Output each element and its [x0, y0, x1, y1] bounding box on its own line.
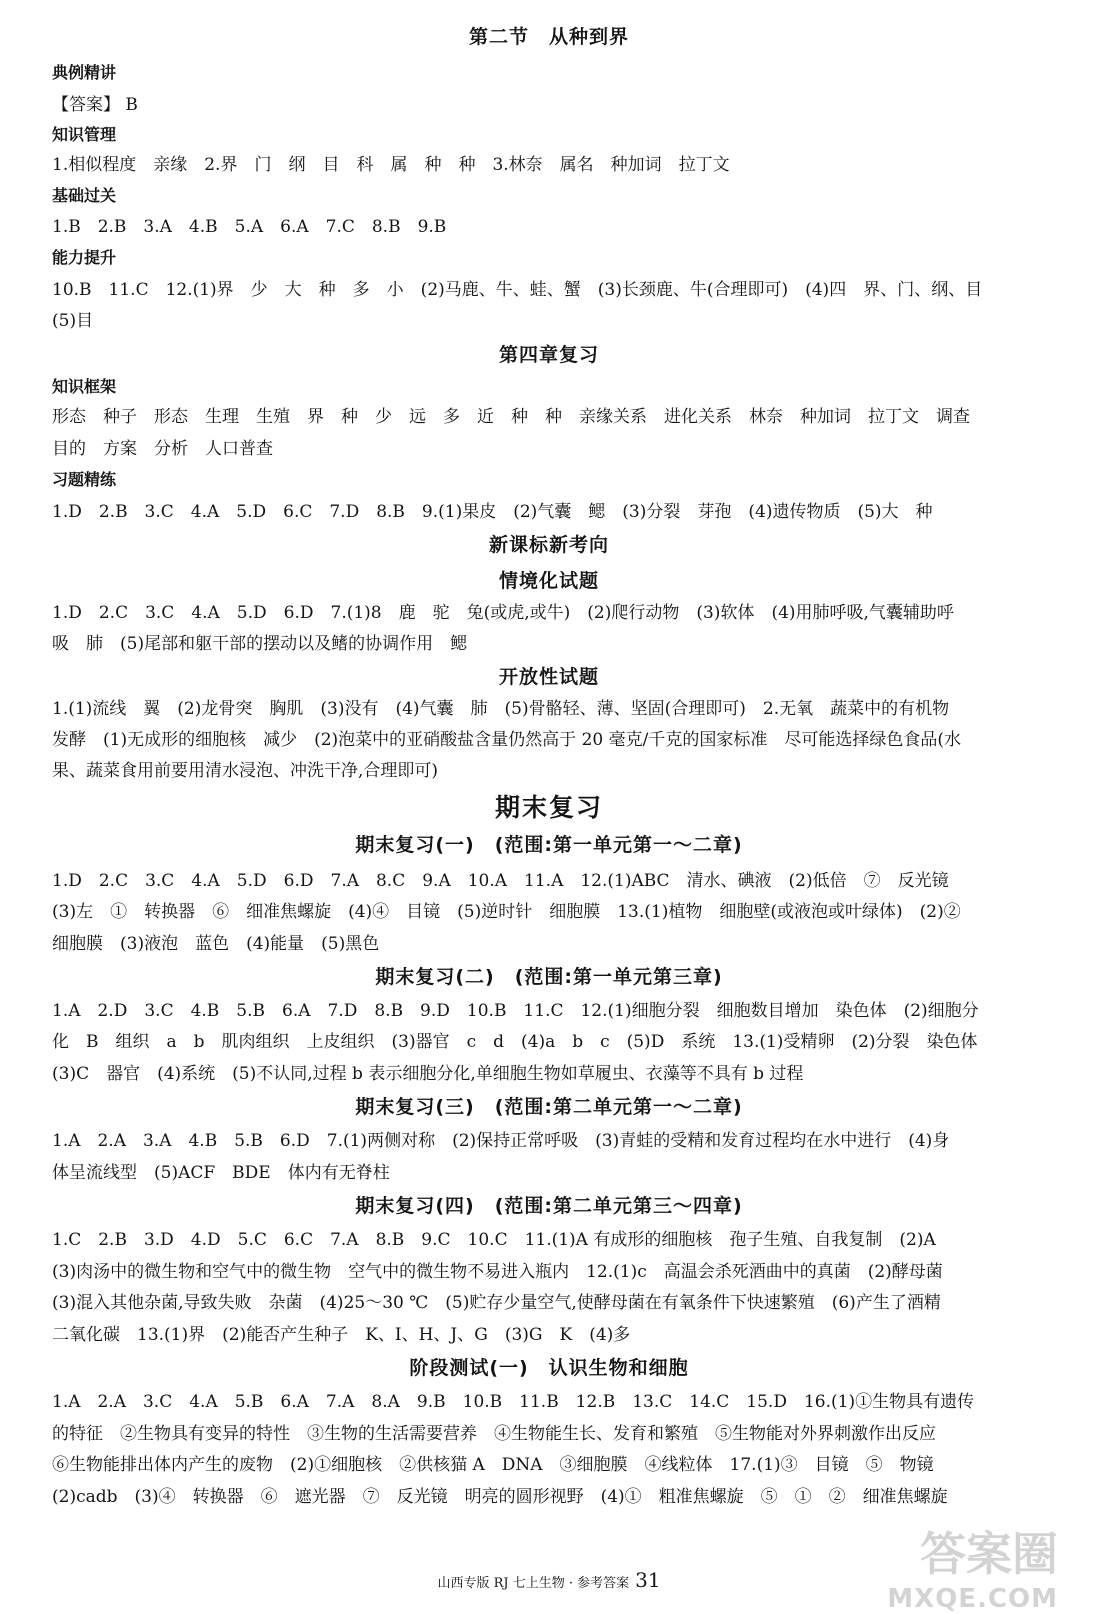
answer-line: 10.B 11.C 12.(1)界 少 大 种 多 小 (2)马鹿、牛、蛙、蟹 (3)长颈鹿、牛(合理即可) (4)四 界、门、纲、目: [52, 280, 983, 300]
answer-line: 发酵 (1)无成形的细胞核 减少 (2)泡菜中的亚硝酸盐含量仍然高于 20 毫克/千克的国家标准 尽可能选择绿色食品(水: [52, 730, 961, 750]
subhead: 典例精讲: [52, 63, 117, 82]
answer-line: 细胞膜 (3)液泡 蓝色 (4)能量 (5)黑色: [52, 934, 380, 954]
answer-line: 1.D 2.B 3.C 4.A 5.D 6.C 7.D 8.B 9.(1)果皮 (2)气囊 鳃 (3)分裂 芽孢 (4)遗传物质 (5)大 种: [52, 502, 933, 522]
subhead: 知识管理: [52, 125, 117, 144]
answer-line: 1.A 2.A 3.C 4.A 5.B 6.A 7.A 8.A 9.B 10.B 11.B 12.B 13.C 14.C 15.D 16.(1)①生物具有遗传: [52, 1392, 975, 1412]
section-title: 第四章复习: [498, 344, 599, 366]
answer-line: (3)混入其他杂菌,导致失败 杂菌 (4)25～30 ℃ (5)贮存少量空气,使酵母菌在有氧条件下快速繁殖 (6)产生了酒精: [52, 1293, 941, 1313]
subhead: 知识框架: [52, 377, 117, 396]
answer-line: 的特征 ②生物具有变异的特性 ③生物的生活需要营养 ④生物能生长、发育和繁殖 ⑤生物能对外界刺激作出反应: [52, 1424, 936, 1444]
section-title: 期末复习(一) (范围:第一单元第一～二章): [355, 834, 743, 856]
section-title: 开放性试题: [498, 666, 599, 688]
watermark-top: 答案圈: [920, 1527, 1058, 1581]
answer-line: (2)cadb (3)④ 转换器 ⑥ 遮光器 ⑦ 反光镜 明亮的圆形视野 (4)① 粗准焦螺旋 ⑤ ① ② 细准焦螺旋: [52, 1487, 948, 1507]
subhead: 习题精练: [52, 470, 117, 489]
answer-line: 化 B 组织 a b 肌肉组织 上皮组织 (3)器官 c d (4)a b c (5)D 系统 13.(1)受精卵 (2)分裂 染色体: [52, 1032, 978, 1052]
answer-line: ⑥生物能排出体内产生的废物 (2)①细胞核 ②供核猫 A DNA ③细胞膜 ④线粒体 17.(1)③ 目镜 ⑤ 物镜: [52, 1455, 934, 1475]
section-title: 期末复习(二) (范围:第一单元第三章): [375, 966, 723, 988]
answer-line: 1.D 2.C 3.C 4.A 5.D 6.D 7.A 8.C 9.A 10.A 11.A 12.(1)ABC 清水、碘液 (2)低倍 ⑦ 反光镜: [52, 871, 949, 891]
page-number: 31: [635, 1568, 661, 1592]
answer-line: (3)肉汤中的微生物和空气中的微生物 空气中的微生物不易进入瓶内 12.(1)c 高温会杀死酒曲中的真菌 (2)酵母菌: [52, 1262, 943, 1282]
answer-line: 吸 肺 (5)尾部和躯干部的摆动以及鳍的协调作用 鳃: [52, 634, 468, 654]
section-title: 第二节 从种到界: [468, 26, 629, 48]
answer-line: 体呈流线型 (5)ACF BDE 体内有无脊柱: [52, 1163, 390, 1183]
section-title: 期末复习: [494, 793, 603, 822]
section-title: 新课标新考向: [488, 534, 609, 556]
answer-line: (5)目: [52, 311, 94, 331]
subhead: 基础过关: [52, 186, 117, 205]
answer-line: 二氧化碳 13.(1)界 (2)能否产生种子 K、I、H、J、G (3)G K (4)多: [52, 1325, 631, 1345]
answer-line: 目的 方案 分析 人口普查: [52, 439, 273, 459]
footer-text: 山西专版 RJ 七上生物 · 参考答案: [437, 1576, 630, 1591]
answer-line: 1.A 2.A 3.A 4.B 5.B 6.D 7.(1)两侧对称 (2)保持正常呼吸 (3)青蛙的受精和发育过程均在水中进行 (4)身: [52, 1131, 950, 1151]
answer-line: 【答案】 B: [52, 95, 138, 115]
subhead: 能力提升: [52, 248, 117, 267]
watermark-bottom: MXQE.COM: [887, 1584, 1058, 1614]
answer-line: 果、蔬菜食用前要用清水浸泡、冲洗干净,合理即可): [52, 761, 439, 781]
answer-line: 1.A 2.D 3.C 4.B 5.B 6.A 7.D 8.B 9.D 10.B 11.C 12.(1)细胞分裂 细胞数目增加 染色体 (2)细胞分: [52, 1001, 979, 1021]
section-title: 阶段测试(一) 认识生物和细胞: [409, 1357, 689, 1379]
section-title: 情境化试题: [498, 570, 599, 592]
answer-line: 形态 种子 形态 生理 生殖 界 种 少 远 多 近 种 种 亲缘关系 进化关系 林奈 种加词 拉丁文 调查: [52, 407, 970, 427]
section-title: 期末复习(四) (范围:第二单元第三～四章): [355, 1195, 743, 1217]
answer-line: 1.B 2.B 3.A 4.B 5.A 6.A 7.C 8.B 9.B: [52, 217, 447, 237]
answer-line: 1.D 2.C 3.C 4.A 5.D 6.D 7.(1)8 鹿 驼 兔(或虎,或牛) (2)爬行动物 (3)软体 (4)用肺呼吸,气囊辅助呼: [52, 603, 954, 623]
section-title: 期末复习(三) (范围:第二单元第一～二章): [355, 1096, 743, 1118]
answer-line: (3)左 ① 转换器 ⑥ 细准焦螺旋 (4)④ 目镜 (5)逆时针 细胞膜 13.(1)植物 细胞壁(或液泡或叶绿体) (2)②: [52, 902, 961, 922]
answer-line: 1.C 2.B 3.D 4.D 5.C 6.C 7.A 8.B 9.C 10.C 11.(1)A 有成形的细胞核 孢子生殖、自我复制 (2)A: [52, 1230, 936, 1250]
answer-line: 1.相似程度 亲缘 2.界 门 纲 目 科 属 种 种 3.林奈 属名 种加词 拉丁文: [52, 155, 730, 175]
answer-line: 1.(1)流线 翼 (2)龙骨突 胸肌 (3)没有 (4)气囊 肺 (5)骨骼轻、薄、坚固(合理即可) 2.无氧 蔬菜中的有机物: [52, 699, 950, 719]
answer-line: (3)C 器官 (4)系统 (5)不认同,过程 b 表示细胞分化,单细胞生物如草履虫、衣藻等不具有 b 过程: [52, 1064, 804, 1084]
